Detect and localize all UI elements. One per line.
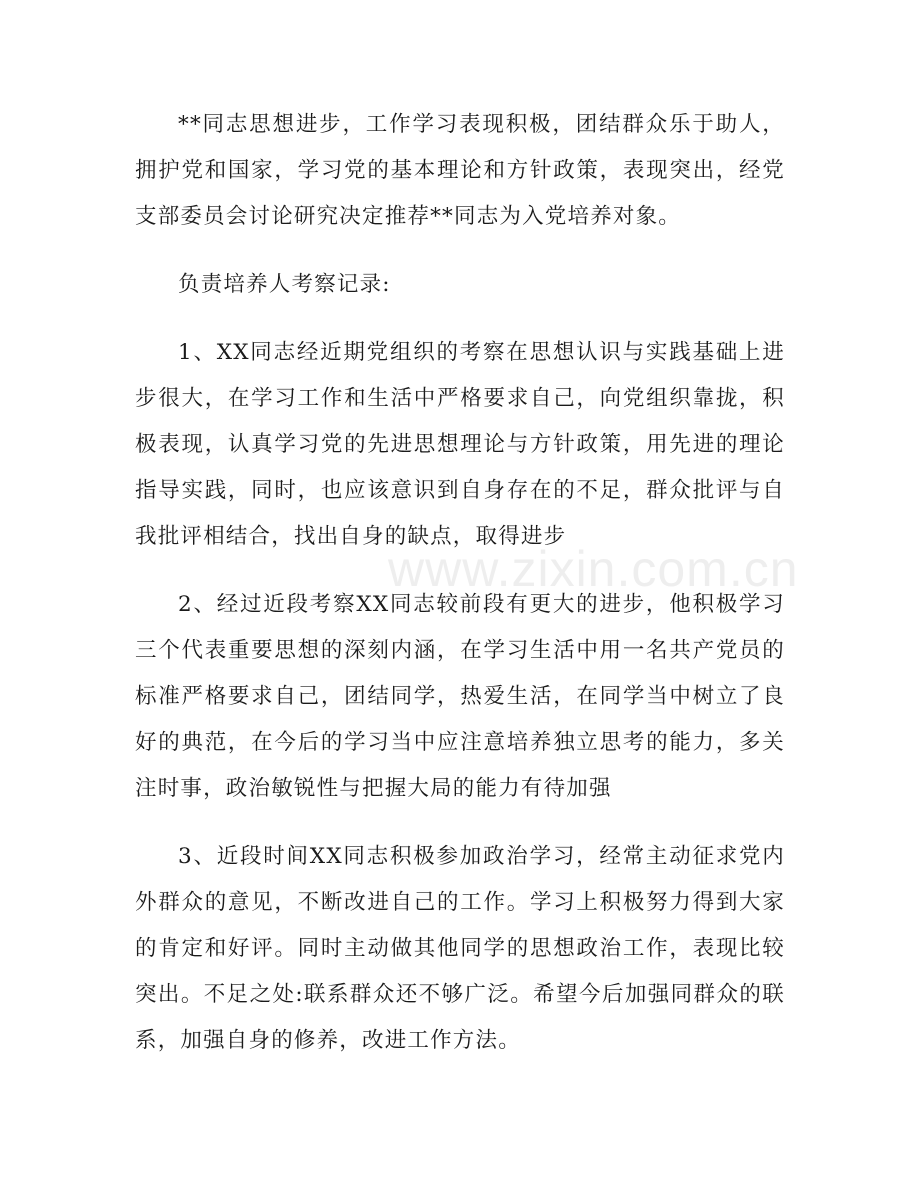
- paragraph-record-1: 1、XX同志经近期党组织的考察在思想认识与实践基础上进步很大，在学习工作和生活中严格要求自己，向党组织靠拢，积极表现，认真学习党的先进思想理论与方针政策，用先进的理论指导实践，同时，也应该意识到自身存在的不足，群众批评与自我批评相结合，找出自身的缺点，取得进步: [135, 340, 785, 549]
- paragraph-record-3: 3、近段时间XX同志积极参加政治学习，经常主动征求党内外群众的意见，不断改进自己的工作。学习上积极努力得到大家的肯定和好评。同时主动做其他同学的思想政治工作，表现比较突出。不足之处:联系群众还不够广泛。希望今后加强同群众的联系，加强自身的修养，改进工作方法。: [135, 844, 785, 1053]
- document-body: [135, 102, 785, 1086]
- paragraph-record-heading: 负责培养人考察记录:: [178, 272, 391, 297]
- paragraph-record-2: 2、经过近段考察XX同志较前段有更大的进步，他积极学习三个代表重要思想的深刻内涵，在学习生活中用一名共产党员的标准严格要求自己，团结同学，热爱生活，在同学当中树立了良好的典范，在今后的学习当中应注意培养独立思考的能力，多关注时事，政治敏锐性与把握大局的能力有待加强: [135, 592, 785, 801]
- paragraph-recommendation: **同志思想进步，工作学习表现积极，团结群众乐于助人，拥护党和国家，学习党的基本理论和方针政策，表现突出，经党支部委员会讨论研究决定推荐**同志为入党培养对象。: [135, 112, 785, 229]
- watermark-text: www.zixin.com.cn: [388, 541, 799, 597]
